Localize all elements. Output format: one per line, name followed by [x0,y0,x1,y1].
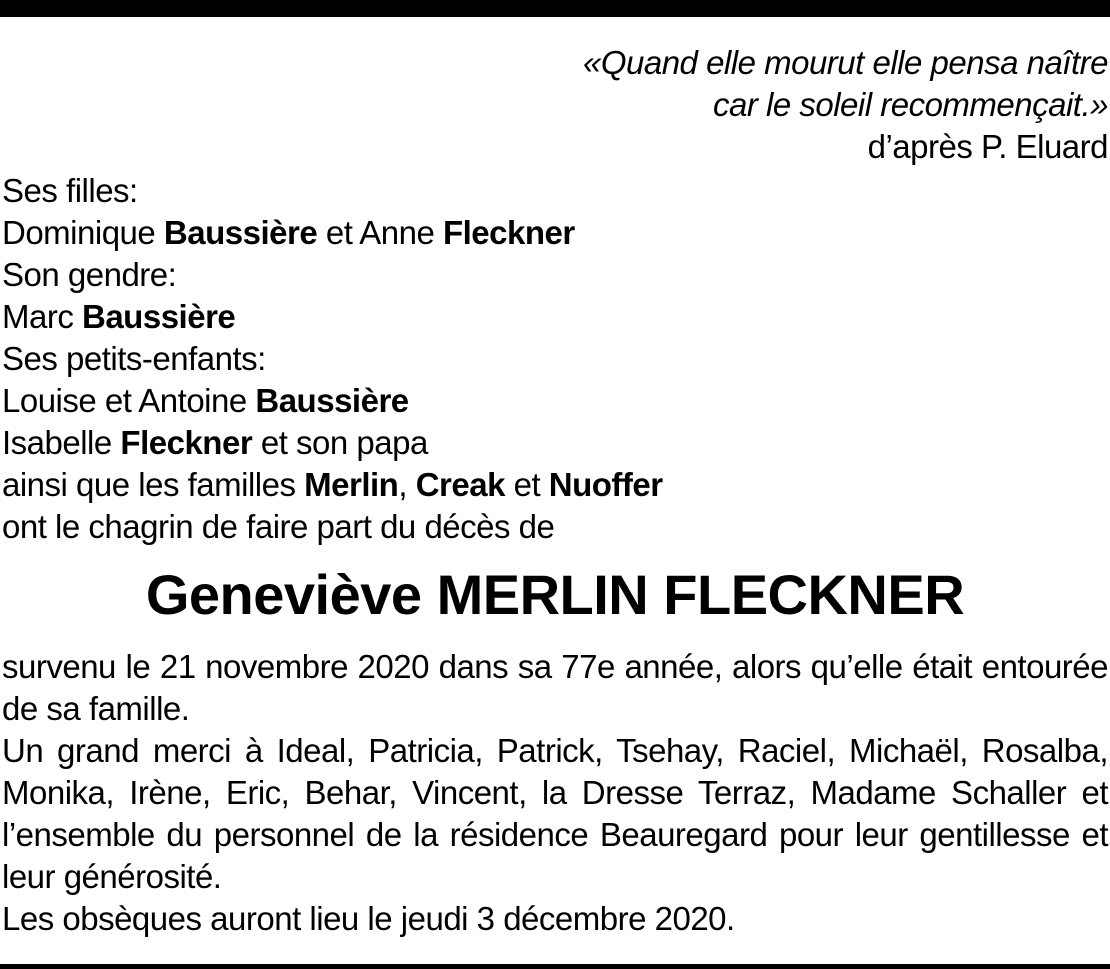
families-prefix: ainsi que les familles [2,466,305,503]
name-first: Marc [2,298,82,335]
quote-line-1: «Quand elle mourut elle pensa naître [582,44,1108,81]
name-last: Fleckner [442,214,575,251]
name-connector: et son papa [252,424,428,461]
family-name: Creak [415,466,505,503]
death-details: survenu le 21 novembre 2020 dans sa 77e année, alors qu’elle était entourée de sa famille. [2,648,1108,727]
daughters-names [2,212,663,254]
name-first: Isabelle [2,424,121,461]
daughters-label: Ses filles: [2,172,138,209]
quote-source: d’après P. Eluard [867,128,1108,165]
family-name: Nuoffer [548,466,663,503]
name-last: Fleckner [120,424,253,461]
name-first: Louise et Antoine [2,382,256,419]
funeral-info: Les obsèques auront lieu le jeudi 3 décembre 2020. [2,900,735,937]
top-border-rule [0,0,1110,17]
thanks-paragraph: Un grand merci à Ideal, Patricia, Patrick, Tsehay, Raciel, Michaël, Rosalba, Monika, Irène, Eric, Behar, Vincent, la Dresse Terraz, Madame Schaller et l’ensemble du personnel de la résidence Beauregard pour leur gentillesse et leur générosité. [2,732,1108,895]
family-name: Merlin [304,466,399,503]
epigraph-quote [583,42,1108,168]
name-last: Baussière [163,214,318,251]
name-last: Baussière [82,298,236,335]
son-in-law-label: Son gendre: [2,256,177,293]
notice-body [2,646,1108,940]
name-connector: , [398,466,416,503]
bottom-border-rule [0,964,1110,969]
son-in-law-name [2,296,663,338]
grandchildren-names-1 [2,380,663,422]
name-connector: et Anne [317,214,443,251]
name-last: Baussière [255,382,409,419]
family-list [2,170,663,548]
name-connector: et [504,466,549,503]
extended-families [2,464,663,506]
deceased-name: Geneviève MERLIN FLECKNER [145,563,965,626]
quote-line-2: car le soleil recommençait.» [713,86,1108,123]
grandchildren-label: Ses petits-enfants: [2,340,266,377]
grandchildren-names-2 [2,422,663,464]
announcement-line: ont le chagrin de faire part du décès de [2,508,555,545]
name-first: Dominique [2,214,164,251]
